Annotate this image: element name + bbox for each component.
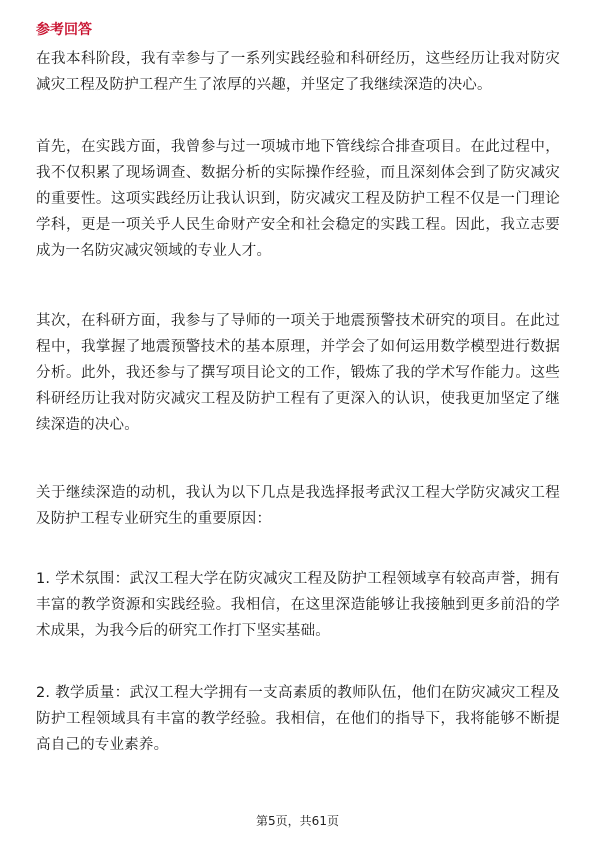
paragraph-reason-1: 1. 学术氛围：武汉工程大学在防灾减灾工程及防护工程领域享有较高声誉，拥有丰富的教学资源和实践经验。我相信，在这里深造能够让我接触到更多前沿的学术成果，为我今后的研究工作打下坚实基础。	[36, 571, 560, 639]
section-heading: 参考回答	[36, 22, 92, 38]
page-number-footer: 第5页，共61页	[256, 814, 339, 828]
paragraph-motivation: 关于继续深造的动机，我认为以下几点是我选择报考武汉工程大学防灾减灾工程及防护工程专业研究生的重要原因：	[36, 485, 560, 527]
paragraph-research: 其次，在科研方面，我参与了导师的一项关于地震预警技术研究的项目。在此过程中，我掌握了地震预警技术的基本原理，并学会了如何运用数学模型进行数据分析。此外，我还参与了撰写项目论文的工作，锻炼了我的学术写作能力。这些科研经历让我对防灾减灾工程及防护工程有了更深入的认识，使我更加坚定了继续深造的决心。	[36, 313, 560, 433]
paragraph-intro: 在我本科阶段，我有幸参与了一系列实践经验和科研经历，这些经历让我对防灾减灾工程及防护工程产生了浓厚的兴趣，并坚定了我继续深造的决心。	[36, 51, 560, 93]
paragraph-practice: 首先，在实践方面，我曾参与过一项城市地下管线综合排查项目。在此过程中，我不仅积累了现场调查、数据分析的实际操作经验，而且深刻体会到了防灾减灾的重要性。这项实践经历让我认识到，防灾减灾工程及防护工程不仅是一门理论学科，更是一项关乎人民生命财产安全和社会稳定的实践工程。因此，我立志要成为一名防灾减灾领域的专业人才。	[36, 139, 560, 259]
paragraph-reason-2: 2. 教学质量：武汉工程大学拥有一支高素质的教师队伍，他们在防灾减灾工程及防护工程领域具有丰富的教学经验。我相信，在他们的指导下，我将能够不断提高自己的专业素养。	[36, 685, 560, 753]
